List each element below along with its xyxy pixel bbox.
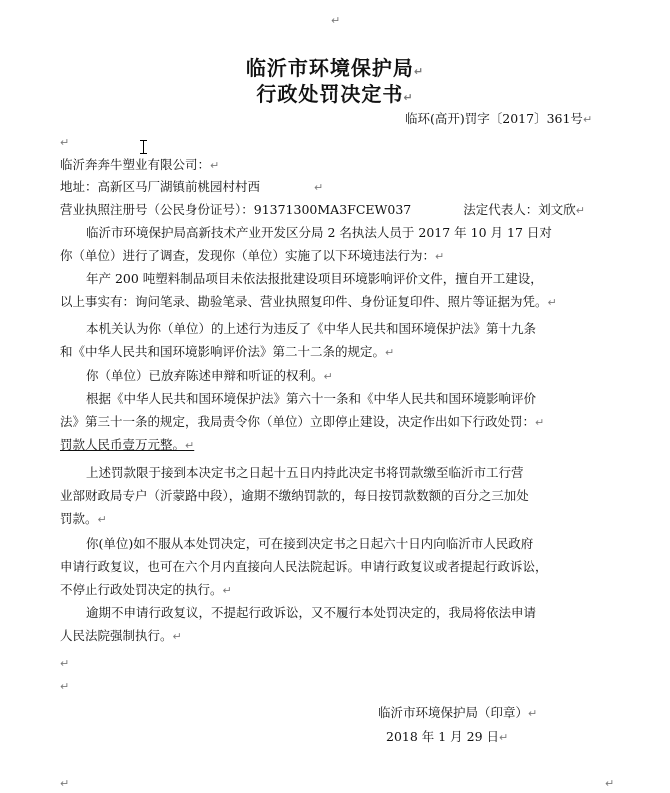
paragraph-mark: ↵	[331, 14, 341, 27]
document-page: ↵ 临沂市环境保护局↵ 行政处罚决定书↵ 临环(高开)罚字〔2017〕361号↵ ↵ 临沂奔奔牛塑业有限公司：↵ 地址：高新区马厂湖镇前桃园村村西 ↵ 营业执照注册号（公民身份证号）：91371300MA3FCEW037 法定代表人：刘文欣↵ 临沂市环境保护局高新技术产业开发区分局 2 名执法人员于 2017 年 10 月 17 日对 你（单位）进行了调查，发现你（单位）实施了以下环境违法行为：↵ 年产 200 吨塑料制品项目未依法报批建设项目环境影响评价文件，擅自开工建设， 以上事实有：询问笔录、勘验笔录、营业执照复印件、身份证复印件、照片等证据为凭。↵ 本机关认为你（单位）的上述行为违反了《中华人民共和国环境保护法》第十九条 和《中华人民共和国环境影响评价法》第二十二条的规定。↵ 你（单位）已放弃陈述申辩和听证的权利。↵ 根据《中华人民共和国环境保护法》第六十一条和《中华人民共和国环境影响评价 法》第三十一条的规定，我局责令你（单位）立即停止建设，决定作出如下行政处罚：↵ 罚款人民币壹万元整。↵ 上述罚款限于接到本决定书之日起十五日内持此决定书将罚款缴至临沂市工行营 业部财政局专户（沂蒙路中段），逾期不缴纳罚款的，每日按罚款数额的百分之三加处 罚款。↵ 你(单位)如不服从本处罚决定，可在接到决定书之日起六十日内向临沂市人民政府 申请行政复议，也可在六个月内直接向人民法院起诉。申请行政复议或者提起行政诉讼， 不停止行政处罚决定的执行。↵ 逾期不申请行政复议，不提起行政诉讼，又不履行本处罚决定的，我局将依法申请 人民法院强制执行。↵ ↵ ↵ 临沂市环境保护局（印章）↵ 2018 年 1 月 29 日↵ ↵ ↵	[0, 0, 670, 793]
document-number: 临环(高开)罚字〔2017〕361号↵	[405, 111, 593, 126]
paragraph-decision: 根据《中华人民共和国环境保护法》第六十一条和《中华人民共和国环境影响评价	[86, 391, 537, 406]
signature-date: 2018 年 1 月 29 日↵	[386, 729, 509, 744]
text-cursor-icon	[143, 140, 144, 154]
signature-organization: 临沂市环境保护局（印章）↵	[378, 705, 538, 720]
paragraph-appeal: 你(单位)如不服从本处罚决定，可在接到决定书之日起六十日内向临沂市人民政府	[86, 536, 534, 551]
penalty-amount: 罚款人民币壹万元整。↵	[60, 437, 195, 452]
paragraph-investigation: 临沂市环境保护局高新技术产业开发区分局 2 名执法人员于 2017 年 10 月 17 日对	[86, 225, 552, 240]
paragraph-mark: ↵	[60, 777, 70, 790]
recipient-address: 地址：高新区马厂湖镇前桃园村村西 ↵	[60, 179, 324, 194]
paragraph-enforcement: 逾期不申请行政复议，不提起行政诉讼，又不履行本处罚决定的，我局将依法申请	[86, 605, 537, 620]
paragraph-mark: ↵	[60, 680, 70, 693]
paragraph-mark: ↵	[60, 657, 70, 670]
paragraph-mark: ↵	[60, 136, 70, 149]
document-title-line2: 行政处罚决定书↵	[256, 82, 414, 106]
license-line: 营业执照注册号（公民身份证号）：91371300MA3FCEW037 法定代表人：刘文欣↵	[60, 202, 585, 217]
paragraph-legal-basis: 本机关认为你（单位）的上述行为违反了《中华人民共和国环境保护法》第十九条	[86, 321, 537, 336]
recipient-company: 临沂奔奔牛塑业有限公司：↵	[60, 157, 220, 172]
paragraph-waiver: 你（单位）已放弃陈述申辩和听证的权利。↵	[86, 368, 333, 383]
paragraph-mark: ↵	[605, 777, 615, 790]
paragraph-violation: 年产 200 吨塑料制品项目未依法报批建设项目环境影响评价文件，擅自开工建设，	[86, 271, 543, 286]
paragraph-payment: 上述罚款限于接到本决定书之日起十五日内持此决定书将罚款缴至临沂市工行营	[86, 465, 524, 480]
document-title-line1: 临沂市环境保护局↵	[245, 56, 425, 80]
